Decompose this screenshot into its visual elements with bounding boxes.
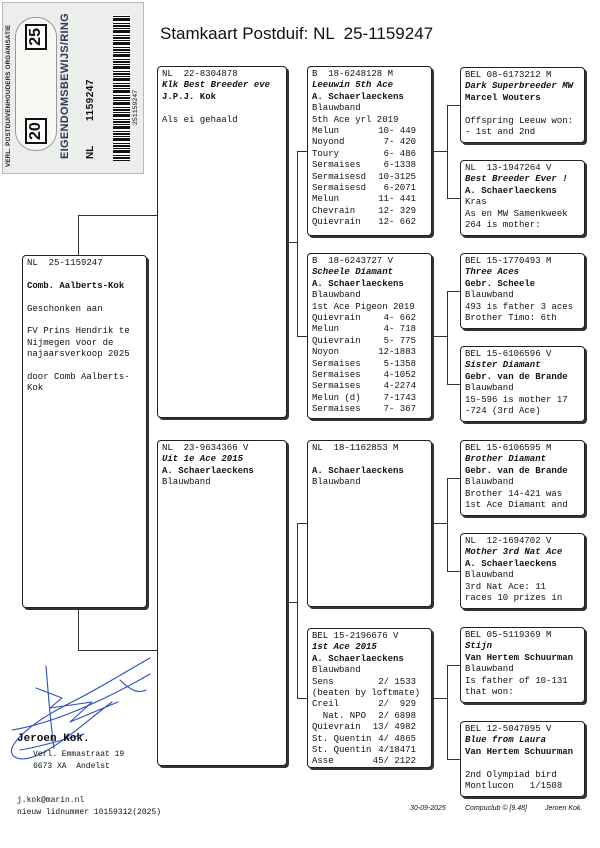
race-result: 7- 420 — [383, 137, 416, 148]
plumage-color: Blauwband — [312, 665, 361, 676]
connector-line — [78, 215, 79, 256]
result-note: (beaten by loftmate) — [312, 687, 421, 698]
connector-line — [297, 336, 307, 337]
pedigree-box-mother — [157, 440, 287, 766]
note-line: FV Prins Hendrik te — [27, 326, 130, 337]
ring-number: BEL 05-5119369 M — [465, 630, 552, 640]
race-result: 10- 449 — [378, 125, 416, 136]
race-name: Melun — [312, 194, 340, 205]
race-name: Sermaisesd — [312, 171, 367, 182]
connector-line — [432, 336, 447, 337]
plumage-color: Blauwband — [465, 477, 514, 488]
race-result: 13/ 4982 — [372, 722, 416, 733]
breeder-name: A. Schaerlaeckens — [312, 653, 404, 664]
breeder-name: A. Schaerlaeckens — [162, 465, 254, 476]
race-name: Asse — [312, 756, 334, 767]
result-row — [312, 172, 416, 183]
note-line: Montlucon 1/1508 — [465, 780, 563, 791]
plumage-color: Blauwband — [465, 383, 514, 394]
pigeon-name: Sister Diamant — [465, 360, 541, 371]
ring-country: NL — [85, 145, 96, 159]
connector-line — [287, 242, 297, 243]
result-row — [312, 347, 416, 358]
plumage-color: Blauwband — [465, 290, 514, 301]
race-result: 10-3125 — [378, 171, 416, 182]
result-row — [312, 149, 416, 160]
race-name: Toury — [312, 148, 340, 159]
page-title-ring: NL 25-1159247 — [313, 24, 434, 43]
connector-line — [287, 602, 297, 603]
pedigree-box-great-grandparent-1 — [460, 67, 585, 143]
breeder-name: A. Schaerlaeckens — [465, 185, 557, 196]
note-line: Geschonken aan — [27, 303, 103, 314]
pigeon-name: Uit 1e Ace 2015 — [162, 454, 244, 465]
connector-line — [297, 698, 307, 699]
ring-number: NL 25-1159247 — [27, 258, 103, 268]
plumage-color: Blauwband — [162, 477, 211, 488]
note-line: 3rd Nat Ace: 11 — [465, 581, 547, 592]
race-name: St. Quentin — [312, 733, 372, 744]
ring-number: BEL 08-6173212 M — [465, 70, 552, 80]
ring-number: B 18-6248128 M — [312, 69, 394, 79]
race-name: Creil — [312, 699, 340, 710]
ring-number: B 18-6243727 V — [312, 256, 394, 266]
note-line: Als ei gehaald — [162, 114, 238, 125]
ring-number: BEL 12-5047095 V — [465, 724, 552, 734]
race-name: Melun — [312, 324, 340, 335]
note-line: najaarsverkoop 2025 — [27, 349, 130, 360]
breeder-name: A. Schaerlaeckens — [312, 465, 404, 476]
race-name: St. Quentin — [312, 744, 372, 755]
spacer — [27, 361, 146, 372]
result-row — [312, 183, 416, 194]
result-row — [312, 722, 416, 733]
note-line: 1st Ace Diamant and — [465, 499, 568, 510]
page-title — [160, 24, 433, 44]
race-result: 11- 441 — [378, 194, 416, 205]
barcode — [113, 15, 130, 161]
ring-number: NL 18-1162853 M — [312, 443, 399, 453]
note-line: 1st Ace Pigeon 2019 — [312, 301, 415, 312]
result-row — [312, 393, 416, 404]
spacer — [27, 292, 146, 303]
race-name: Quievrain — [312, 335, 361, 346]
race-name: Nat. NPO — [312, 710, 367, 721]
ring-number: BEL 15-1770493 M — [465, 256, 552, 266]
breeder-name: J.P.J. Kok — [162, 91, 217, 102]
connector-line — [297, 523, 307, 524]
ring-barcode-text: 251159247 — [132, 89, 139, 125]
plumage-color — [162, 103, 286, 114]
footer-author: Jeroen Kok. — [545, 805, 583, 812]
race-result: 4- 718 — [383, 324, 416, 335]
connector-line — [447, 198, 460, 199]
breeder-name: Gebr. Scheele — [465, 278, 536, 289]
connector-line — [297, 523, 298, 698]
pigeon-name: Stijn — [465, 641, 493, 652]
connector-line — [447, 478, 460, 479]
ring-year-prefix: 20 — [25, 118, 47, 144]
note-line: 15-596 is mother 17 — [465, 394, 568, 405]
pedigree-box-father — [157, 66, 287, 418]
note-line: As en MW Samenkweek — [465, 208, 568, 219]
race-result: 6-2071 — [383, 182, 416, 193]
pedigree-box-grandparent-3 — [307, 440, 432, 607]
plumage-color: Blauwband — [465, 570, 514, 581]
connector-line — [297, 151, 298, 336]
race-name: Quievrain — [312, 312, 361, 323]
result-row — [312, 745, 416, 756]
ring-emblem — [15, 17, 57, 151]
connector-line — [432, 523, 447, 524]
ring-number: NL 22-8304878 — [162, 69, 238, 79]
result-row — [312, 217, 416, 228]
owner-email: j.kok@marin.nl — [17, 796, 85, 805]
breeder-name: A. Schaerlaeckens — [465, 558, 557, 569]
connector-line — [447, 291, 448, 384]
pedigree-box-great-grandparent-3 — [460, 253, 585, 329]
pigeon-name: Brother Diamant — [465, 454, 547, 465]
spacer — [27, 315, 146, 326]
result-row — [312, 126, 416, 137]
plumage-color: Blauwband — [312, 477, 361, 488]
result-row — [312, 313, 416, 324]
owner-postal: 6673 XA Andelst — [33, 762, 110, 771]
race-result: 12- 662 — [378, 217, 416, 228]
connector-line — [78, 608, 79, 650]
race-name: Noyon — [312, 347, 340, 358]
pigeon-name: Scheele Diamant — [312, 267, 394, 278]
race-result: 2/ 929 — [378, 699, 416, 710]
owner-name: Jeroen Kok. — [17, 733, 90, 745]
breeder-name: Van Hertem Schuurman — [465, 652, 574, 663]
race-name: Sermaises — [312, 160, 361, 171]
pigeon-name: 1st Ace 2015 — [312, 642, 377, 653]
breeder-name: A. Schaerlaeckens — [312, 278, 404, 289]
breeder-name: Van Hertem Schuurman — [465, 746, 574, 757]
ring-number: BEL 15-6106596 V — [465, 349, 552, 359]
race-name: Sermaises — [312, 358, 361, 369]
connector-line — [447, 291, 460, 292]
note-line: 264 is mother: — [465, 219, 541, 230]
ring-certificate-content — [3, 3, 143, 173]
race-result: 4-1052 — [383, 369, 416, 380]
note-line: races 10 prizes in — [465, 592, 563, 603]
breeder-name: Gebr. van de Brande — [465, 371, 568, 382]
race-name: Sermaises — [312, 404, 361, 415]
plumage-color — [465, 758, 584, 769]
connector-line — [297, 151, 307, 152]
pigeon-name: Leeuwin 5th Ace — [312, 80, 394, 91]
result-row — [312, 699, 416, 710]
note-line: door Comb Aalberts- — [27, 371, 130, 382]
breeder-name: Marcel Wouters — [465, 92, 541, 103]
pedigree-box-subject — [22, 255, 147, 608]
result-row — [312, 336, 416, 347]
race-result: 5- 775 — [383, 335, 416, 346]
race-result: 6-1338 — [383, 160, 416, 171]
race-name: Sermaisesd — [312, 182, 367, 193]
result-row — [312, 756, 416, 767]
note-line: Nijmegen voor de — [27, 337, 114, 348]
race-name: Quievrain — [312, 217, 361, 228]
race-name: Sermaises — [312, 381, 361, 392]
race-name: Melun — [312, 125, 340, 136]
result-row — [312, 137, 416, 148]
ring-number: NL 23-9634366 V — [162, 443, 249, 453]
note-line: 5th Ace yrl 2019 — [312, 114, 399, 125]
race-name: Sermaises — [312, 369, 361, 380]
connector-line — [447, 759, 460, 760]
connector-line — [447, 571, 460, 572]
connector-line — [78, 215, 157, 216]
pedigree-box-great-grandparent-5 — [460, 440, 585, 516]
owner-name: Comb. Aalberts-Kok — [27, 280, 125, 291]
note-line: 493 is father 3 aces — [465, 301, 574, 312]
race-result: 2/ 6898 — [378, 710, 416, 721]
ring-number: BEL 15-6106595 M — [465, 443, 552, 453]
plumage-color: Kras — [465, 197, 487, 208]
owner-member-number: nieuw lidnummer 10159312(2025) — [17, 808, 162, 817]
note-line: -724 (3rd Ace) — [465, 405, 541, 416]
ring-org: VERL. POSTDUIVENHOUDERS ORGANISATIE — [5, 24, 12, 167]
race-result: 4/18471 — [378, 744, 416, 755]
pigeon-name: Mother 3rd Nat Ace — [465, 547, 563, 558]
race-name: Noyond — [312, 137, 345, 148]
plumage-color: Blauwband — [465, 664, 514, 675]
pigeon-name: Best Breeder Ever ! — [465, 174, 568, 185]
pedigree-box-great-grandparent-7 — [460, 627, 585, 703]
ring-number: BEL 15-2196676 V — [312, 631, 399, 641]
ring-title: EIGENDOMSBEWIJS/RING — [59, 13, 71, 159]
race-result: 2/ 1533 — [378, 676, 416, 687]
ring-number: NL 12-1694702 V — [465, 536, 552, 546]
result-row — [312, 324, 416, 335]
result-row — [312, 370, 416, 381]
pigeon-name: Blue from Laura — [465, 735, 547, 746]
race-result: 5-1358 — [383, 358, 416, 369]
note-line: - 1st and 2nd — [465, 126, 536, 137]
ring-number: NL 13-1947264 V — [465, 163, 552, 173]
pedigree-box-grandparent-2 — [307, 253, 432, 419]
result-row — [312, 404, 416, 415]
race-name: Melun (d) — [312, 392, 361, 403]
pedigree-box-grandparent-1 — [307, 66, 432, 236]
plumage-color: Blauwband — [312, 103, 361, 114]
pedigree-box-grandparent-4 — [307, 628, 432, 768]
footer-software: Compuclub © [9.48] — [465, 805, 527, 812]
spacer — [27, 269, 146, 280]
note-line: Brother Timo: 6th — [465, 312, 557, 323]
race-result: 6- 486 — [383, 148, 416, 159]
note-line: Is father of 10-131 — [465, 675, 568, 686]
plumage-color — [465, 104, 584, 115]
race-name: Chevrain — [312, 205, 356, 216]
pigeon-name: Klk Best Breeder eve — [162, 80, 271, 91]
result-row — [312, 734, 416, 745]
pedigree-box-great-grandparent-4 — [460, 346, 585, 422]
race-result: 7-1743 — [383, 392, 416, 403]
connector-line — [447, 665, 460, 666]
result-row — [312, 381, 416, 392]
pigeon-name: Three Aces — [465, 267, 520, 278]
result-row — [312, 160, 416, 171]
race-name: Quievrain — [312, 722, 361, 733]
race-result: 7- 367 — [383, 404, 416, 415]
race-name: Sens — [312, 676, 334, 687]
breeder-name: A. Schaerlaeckens — [312, 91, 404, 102]
connector-line — [447, 478, 448, 571]
note-line: Kok — [27, 383, 44, 394]
ring-number: 1159247 — [85, 79, 96, 121]
footer-date: 30-09-2025 — [410, 805, 446, 812]
connector-line — [447, 105, 460, 106]
pedigree-box-great-grandparent-2 — [460, 160, 585, 236]
note-line: 2nd Olympiad bird — [465, 769, 557, 780]
race-result: 4/ 4865 — [378, 733, 416, 744]
connector-line — [447, 384, 460, 385]
note-line: Brother 14-421 was — [465, 488, 563, 499]
ring-year-suffix: 25 — [25, 24, 47, 50]
connector-line — [432, 698, 447, 699]
connector-line — [432, 151, 447, 152]
race-result: 4- 662 — [383, 312, 416, 323]
pedigree-box-great-grandparent-8 — [460, 721, 585, 797]
result-row — [312, 677, 416, 688]
owner-address: Verl. Emmastraat 19 — [33, 750, 125, 759]
race-result: 12- 329 — [378, 205, 416, 216]
note-line: Offspring Leeuw won: — [465, 115, 574, 126]
connector-line — [447, 105, 448, 198]
pedigree-box-great-grandparent-6 — [460, 533, 585, 609]
race-result: 45/ 2122 — [372, 756, 416, 767]
result-row — [312, 194, 416, 205]
pigeon-name: Dark Superbreeder MW — [465, 81, 574, 92]
connector-line — [447, 665, 448, 759]
page-title-label: Stamkaart Postduif: — [160, 24, 309, 43]
result-row — [312, 711, 416, 722]
note-line: that won: — [465, 686, 514, 697]
result-row — [312, 359, 416, 370]
pigeon-name — [312, 454, 431, 465]
race-result: 4-2274 — [383, 381, 416, 392]
race-result: 12-1883 — [378, 347, 416, 358]
result-row — [312, 206, 416, 217]
breeder-name: Gebr. van de Brande — [465, 465, 568, 476]
plumage-color: Blauwband — [312, 290, 361, 301]
ring-certificate — [2, 2, 144, 174]
